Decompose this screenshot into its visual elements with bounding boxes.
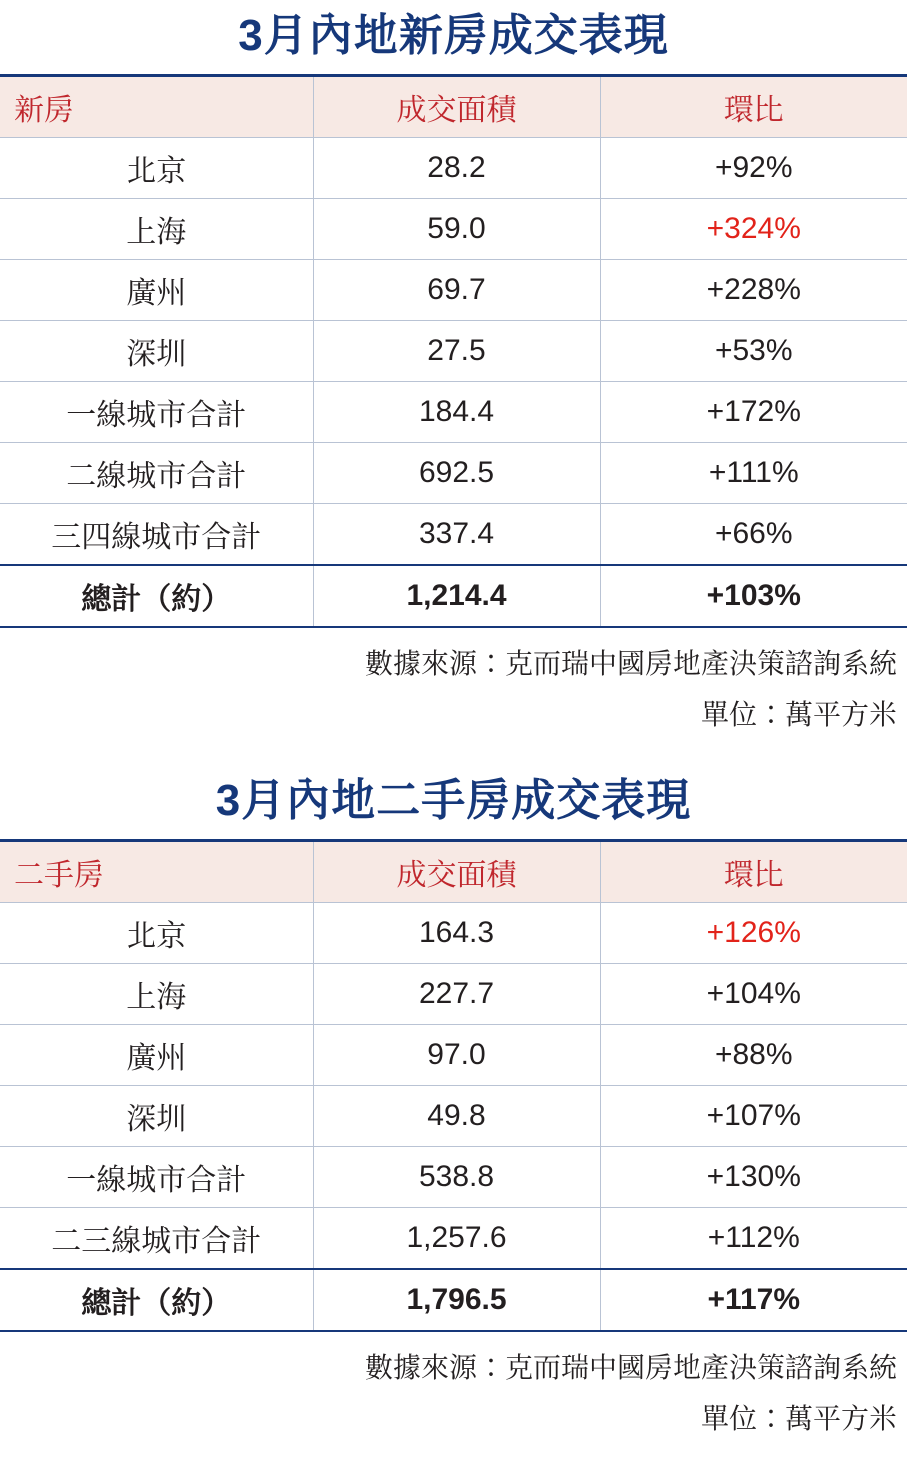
row-label: 廣州: [0, 260, 313, 321]
table-row: [0, 138, 907, 199]
row-label: 一線城市合計: [0, 1147, 313, 1208]
row-mom: +88%: [600, 1025, 907, 1086]
new-housing-table: [0, 74, 907, 628]
unit-note: 單位：萬平方米: [700, 698, 897, 730]
row-area: 184.4: [313, 382, 600, 443]
page-title-new-housing: 3月內地新房成交表現: [238, 11, 669, 60]
row-area: 227.7: [313, 964, 600, 1025]
row-label: 廣州: [0, 1025, 313, 1086]
row-area: 59.0: [313, 199, 600, 260]
column-header-mom: 環比: [600, 76, 907, 138]
row-mom: +66%: [600, 504, 907, 566]
row-label: 深圳: [0, 1086, 313, 1147]
row-mom: +117%: [600, 1269, 907, 1331]
row-label: 深圳: [0, 321, 313, 382]
row-label: 北京: [0, 138, 313, 199]
column-header-area: 成交面積: [313, 841, 600, 903]
row-mom: +107%: [600, 1086, 907, 1147]
table-header-row: [0, 76, 907, 138]
row-area: 27.5: [313, 321, 600, 382]
row-area: 1,257.6: [313, 1208, 600, 1270]
row-area: 1,214.4: [313, 565, 600, 627]
row-label: 北京: [0, 903, 313, 964]
table-row: [0, 964, 907, 1025]
row-mom: +104%: [600, 964, 907, 1025]
table-row: [0, 260, 907, 321]
column-header-mom: 環比: [600, 841, 907, 903]
column-header-category: 新房: [0, 76, 313, 138]
table-row: [0, 443, 907, 504]
row-mom: +92%: [600, 138, 907, 199]
row-mom: +111%: [600, 443, 907, 504]
row-mom: +228%: [600, 260, 907, 321]
table-row: [0, 1086, 907, 1147]
row-area: 164.3: [313, 903, 600, 964]
row-area: 538.8: [313, 1147, 600, 1208]
table-row: [0, 1147, 907, 1208]
row-label: 上海: [0, 964, 313, 1025]
row-mom: +172%: [600, 382, 907, 443]
row-mom: +130%: [600, 1147, 907, 1208]
row-mom: +126%: [600, 903, 907, 964]
table-row: [0, 903, 907, 964]
column-header-category: 二手房: [0, 841, 313, 903]
row-area: 1,796.5: [313, 1269, 600, 1331]
row-mom: +112%: [600, 1208, 907, 1270]
row-area: 337.4: [313, 504, 600, 566]
row-label: 二線城市合計: [0, 443, 313, 504]
row-label: 上海: [0, 199, 313, 260]
row-area: 28.2: [313, 138, 600, 199]
table-row: [0, 382, 907, 443]
row-area: 49.8: [313, 1086, 600, 1147]
table-row: [0, 1025, 907, 1086]
source-note: 數據來源：克而瑞中國房地產決策諮詢系統: [364, 648, 897, 679]
row-area: 692.5: [313, 443, 600, 504]
table-row: [0, 199, 907, 260]
row-label: 總計（約）: [0, 1269, 313, 1331]
row-mom: +53%: [600, 321, 907, 382]
table-row: [0, 1208, 907, 1270]
row-label: 三四線城市合計: [0, 504, 313, 566]
row-area: 97.0: [313, 1025, 600, 1086]
row-label: 二三線城市合計: [0, 1208, 313, 1270]
column-header-area: 成交面積: [313, 76, 600, 138]
row-label: 總計（約）: [0, 565, 313, 627]
table-header-row: [0, 841, 907, 903]
row-area: 69.7: [313, 260, 600, 321]
source-note: 數據來源：克而瑞中國房地產決策諮詢系統: [364, 1352, 897, 1384]
row-mom: +103%: [600, 565, 907, 627]
table-row: [0, 504, 907, 566]
table-row-total: [0, 565, 907, 627]
unit-note: 單位：萬平方米: [700, 1402, 897, 1434]
second-hand-table: [0, 839, 907, 1332]
table-row-total: [0, 1269, 907, 1331]
row-mom: +324%: [600, 199, 907, 260]
row-label: 一線城市合計: [0, 382, 313, 443]
page-title-second-hand: 3月內地二手房成交表現: [215, 776, 692, 826]
second-hand-housing-block: [0, 765, 907, 1439]
section-divider: [0, 735, 907, 765]
table-row: [0, 321, 907, 382]
new-housing-block: [0, 0, 907, 735]
